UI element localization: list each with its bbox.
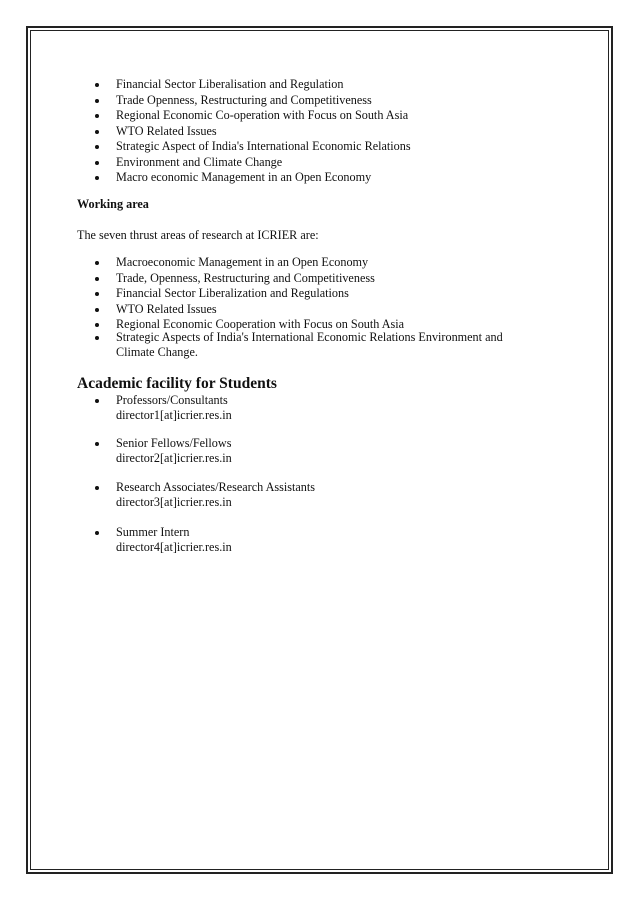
bullet-icon bbox=[95, 323, 99, 327]
bullet-icon bbox=[95, 83, 99, 87]
working-area-intro: The seven thrust areas of research at ICRIER are: bbox=[77, 228, 319, 242]
list-item: Macro economic Management in an Open Economy bbox=[0, 170, 638, 186]
list-item: Financial Sector Liberalization and Regulations bbox=[0, 286, 638, 302]
academic-facility-heading: Academic facility for Students bbox=[77, 375, 277, 392]
contact-title: Summer Intern bbox=[116, 525, 190, 539]
bullet-icon bbox=[95, 399, 99, 403]
bullet-icon bbox=[95, 486, 99, 490]
list-item: Macroeconomic Management in an Open Economy bbox=[0, 255, 638, 271]
bullet-icon bbox=[95, 114, 99, 118]
bullet-icon bbox=[95, 145, 99, 149]
bullet-icon bbox=[95, 130, 99, 134]
bullet-icon bbox=[95, 277, 99, 281]
contact-title: Professors/Consultants bbox=[116, 393, 228, 407]
bullet-icon bbox=[95, 261, 99, 265]
working-area-heading: Working area bbox=[77, 197, 149, 211]
list-item: Trade Openness, Restructuring and Competitiveness bbox=[0, 93, 638, 109]
thrust-areas-list bbox=[0, 255, 638, 333]
contact-email: director3[at]icrier.res.in bbox=[116, 495, 232, 509]
list-item: Strategic Aspect of India's International Economic Relations bbox=[0, 139, 638, 155]
focus-areas-list bbox=[0, 77, 638, 186]
contact-title: Senior Fellows/Fellows bbox=[116, 436, 232, 450]
contact-title: Research Associates/Research Assistants bbox=[116, 480, 316, 494]
contact-email: director2[at]icrier.res.in bbox=[116, 451, 232, 465]
list-item: WTO Related Issues bbox=[0, 302, 638, 318]
list-item: Financial Sector Liberalisation and Regulation bbox=[0, 77, 638, 93]
contact-email: director4[at]icrier.res.in bbox=[116, 540, 232, 554]
bullet-icon bbox=[95, 176, 99, 180]
list-item: WTO Related Issues bbox=[0, 124, 638, 140]
bullet-icon bbox=[95, 336, 99, 340]
list-item: Environment and Climate Change bbox=[0, 155, 638, 171]
bullet-icon bbox=[95, 308, 99, 312]
bullet-icon bbox=[95, 161, 99, 165]
contact-email: director1[at]icrier.res.in bbox=[116, 408, 232, 422]
bullet-icon bbox=[95, 292, 99, 296]
list-item: Trade, Openness, Restructuring and Competitiveness bbox=[0, 271, 638, 287]
bullet-icon bbox=[95, 442, 99, 446]
bullet-icon bbox=[95, 99, 99, 103]
bullet-icon bbox=[95, 531, 99, 535]
list-item: Regional Economic Co-operation with Focus on South Asia bbox=[0, 108, 638, 124]
list-item: Regional Economic Cooperation with Focus on South Asia bbox=[0, 317, 638, 333]
